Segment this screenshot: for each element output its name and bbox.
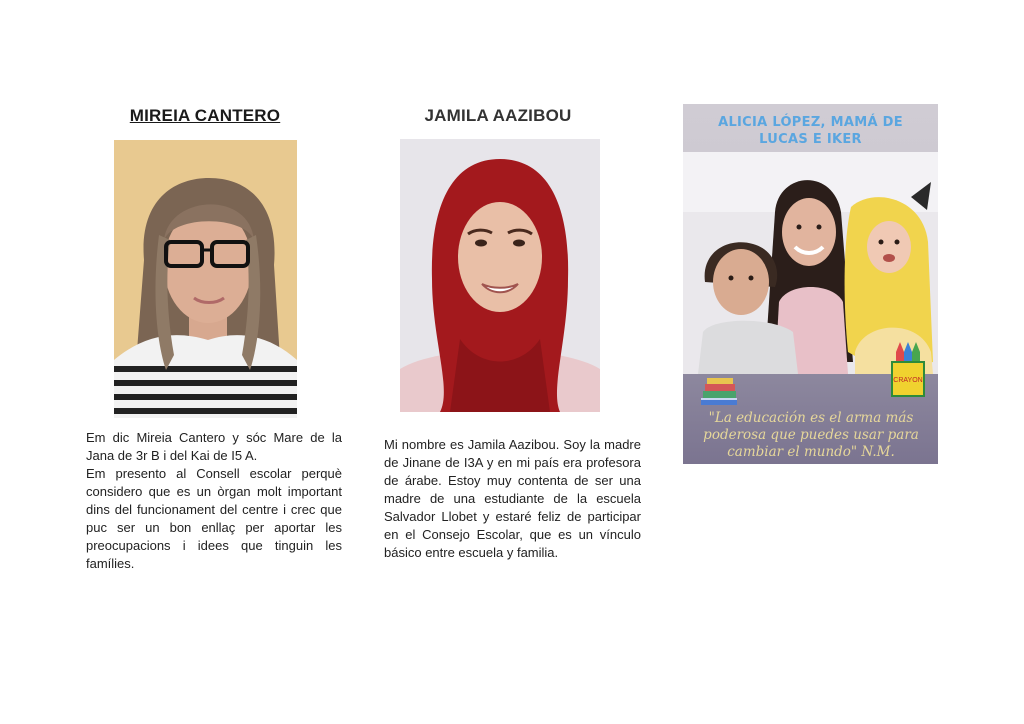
family-photo — [683, 152, 938, 374]
bio-jamila — [384, 436, 641, 562]
poster-title-line: ALICIA LÓPEZ, MAMÁ DE — [718, 115, 903, 130]
poster-quote: "La educación es el arma más poderosa que puedes usar para cambiar el mundo" N.M. — [703, 410, 919, 460]
candidate-name-jamila: JAMILA AAZIBOU — [424, 106, 572, 125]
bio-paragraph: Em presento al Consell escolar perquè considero que es un òrgan molt important dins del funcionament del centre i crec que puc ser un bon enllaç per aportar les preocupacions i idees que tinguin les famílies. — [86, 466, 342, 571]
books-icon — [699, 374, 741, 408]
bio-paragraph: Em dic Mireia Cantero y sóc Mare de la Jana de 3r B i del Kai de I5 A. — [86, 430, 342, 463]
poster-alicia — [683, 104, 938, 464]
bio-paragraph: Mi nombre es Jamila Aazibou. Soy la madre de Jinane de I3A y en mi país era profesora de árabe. Estoy muy contenta de ser una madre de una estudiante de la escuela Salvador Llobet y estaré feliz de participar en el Consejo Escolar, que es un vínculo básico entre escuela y familia. — [384, 437, 641, 560]
portrait-photo-jamila — [400, 139, 600, 412]
portrait-photo-mireia — [114, 140, 297, 418]
candidate-name-mireia: MIREIA CANTERO — [129, 106, 281, 125]
crayons-icon — [888, 342, 928, 398]
poster-title — [683, 114, 938, 148]
bio-mireia — [86, 429, 342, 573]
crayon-box-label: CRAYON — [893, 377, 923, 384]
poster-title-line: LUCAS E IKER — [759, 132, 862, 147]
